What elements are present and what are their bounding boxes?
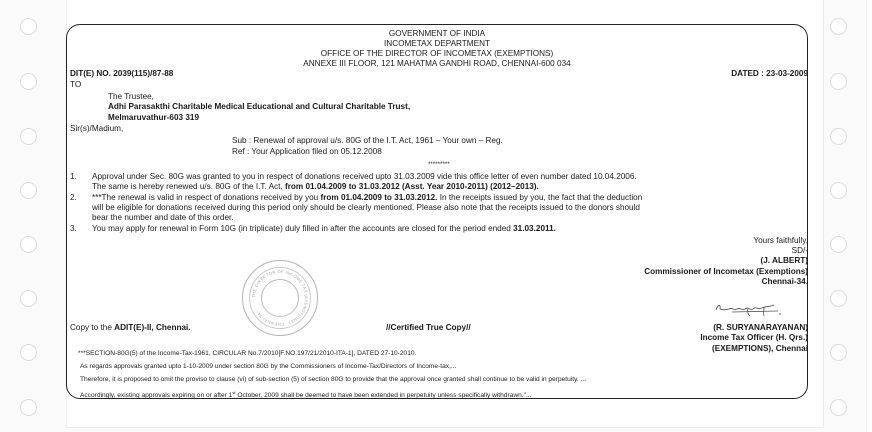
para-2-validity-period: from 01.04.2009 to 31.03.2012. xyxy=(320,193,438,202)
punch-hole-icon xyxy=(20,18,37,35)
signatory-name: (J. ALBERT) xyxy=(760,256,808,265)
addressee-place: Melmaruvathur-603 319 xyxy=(108,113,200,122)
para-1-renewal-period: from 01.04.2009 to 31.03.2012 (Asst. Year 2010-2011) (2012–2013). xyxy=(284,182,539,191)
para-2-line-1 xyxy=(92,193,642,203)
to-label: TO xyxy=(70,80,82,89)
copy-to-recipient: ADIT(E)-II, Chennai. xyxy=(114,323,191,332)
punch-hole-icon xyxy=(830,73,847,90)
para-1-number: 1. xyxy=(70,172,77,181)
svg-text:THE DIRECTOR OF INCOME TAX (EX: THE DIRECTOR OF INCOME TAX (EXEMPTIONS) · CHENNAI-34 · xyxy=(250,268,310,328)
para-2-text-b: In the receipts issued by you, the fact that the deduction xyxy=(437,193,643,202)
punch-hole-icon xyxy=(20,236,37,253)
footnote-line-2: As regards approvals granted upto 1-10-2009 under section 80G by the Commissioners of Income-Tax/Directors of Income-tax,... xyxy=(80,363,457,370)
para-2-number: 2. xyxy=(70,193,77,202)
footnote-line-4-b: October, 2009 shall be deemed to have been extended in perpetuity unless specifically withdrawn."... xyxy=(235,392,532,400)
reference-number: DIT(E) NO. 2039(115)/87-88 xyxy=(70,69,174,78)
footnote-line-4-sup: st xyxy=(232,390,236,395)
punch-hole-icon xyxy=(830,399,847,416)
official-seal xyxy=(242,260,318,336)
letterhead-line-3: OFFICE OF THE DIRECTOR OF INCOMETAX (EXEMPTIONS) xyxy=(320,49,554,58)
copy-to-prefix: Copy to the xyxy=(70,323,115,332)
punch-hole-icon xyxy=(20,128,37,145)
letterhead-line-1: GOVERNMENT OF INDIA xyxy=(388,29,486,38)
punch-hole-icon xyxy=(20,344,37,361)
punch-hole-icon xyxy=(830,182,847,199)
para-2-text-a: ***The renewal is valid in respect of donations received by you xyxy=(92,193,321,202)
para-3-number: 3. xyxy=(70,224,77,233)
attestation-name: (R. SURYANARAYANAN) xyxy=(713,323,808,332)
punch-hole-icon xyxy=(830,290,847,307)
punch-hole-icon xyxy=(830,18,847,35)
seal-icon xyxy=(243,261,317,335)
para-2-line-3: bear the number and date of this order. xyxy=(92,213,234,222)
para-2-line-2: will be eligible for donations received during this period only should be clearly mentioned. Please also note that the receipts issued to the donors should xyxy=(92,203,640,212)
punch-hole-icon xyxy=(830,128,847,145)
punch-hole-icon xyxy=(20,399,37,416)
letterhead-line-2: INCOMETAX DEPARTMENT xyxy=(384,39,490,48)
punch-hole-icon xyxy=(830,236,847,253)
attestation-designation: Income Tax Officer (H. Qrs.) xyxy=(700,333,808,342)
sd-mark: SD/- xyxy=(791,246,808,255)
signatory-city: Chennai-34. xyxy=(761,277,808,286)
dated: DATED : 23-03-2009 xyxy=(731,69,808,78)
para-3-line-1 xyxy=(92,224,556,234)
punch-hole-icon xyxy=(20,73,37,90)
yours-faithfully: Yours faithfully, xyxy=(753,236,808,245)
addressee-name: Adhi Parasakthi Charitable Medical Educational and Cultural Charitable Trust, xyxy=(108,102,411,111)
certified-true-copy: //Certified True Copy// xyxy=(386,323,471,332)
punch-hole-icon xyxy=(20,182,37,199)
copy-to xyxy=(70,323,191,333)
footnote-line-4-a: Accordingly, existing approvals expiring on or after 1 xyxy=(80,392,233,400)
para-1-line-2-text: The same is hereby renewed u/s. 80G of the I.T. Act, xyxy=(92,182,285,191)
letterhead-line-4: ANNEXE III FLOOR, 121 MAHATMA GANDHI ROAD, CHENNAI-600 034 xyxy=(303,59,571,68)
footnote-line-1: ***SECTION-80G(5) of the Income-Tax-1961, CIRCULAR No.7/2010[F.NO.197/21/2010-ITA-1], DATED 27-10-2010. xyxy=(78,350,417,357)
signatory-designation: Commissioner of Incometax (Exemptions) xyxy=(644,267,808,276)
right-edge-strip xyxy=(866,0,872,432)
footnote-line-3: Therefore, it is proposed to omit the proviso to clause (vi) of sub-section (5) of section 80G to provide that the approval once granted shall continue to be valid in perpetuity. ... xyxy=(80,376,587,383)
salutation: Sir(s)/Madium, xyxy=(70,124,124,133)
punch-hole-icon xyxy=(20,290,37,307)
signature-image xyxy=(712,301,796,317)
addressee-title: The Trustee, xyxy=(108,92,154,101)
para-3-text: You may apply for renewal in Form 10G (in triplicate) duly filled in after the accounts are closed for the period ended xyxy=(92,224,514,233)
attestation-office: (EXEMPTIONS), Chennai xyxy=(712,344,808,353)
punch-hole-icon xyxy=(830,344,847,361)
subject-line: Sub : Renewal of approval u/s. 80G of the I.T. Act, 1961 – Your own – Reg. xyxy=(232,136,503,145)
footnote-line-4 xyxy=(80,389,531,400)
para-1-line-2 xyxy=(92,182,539,192)
reference-line: Ref : Your Application filed on 05.12.2008 xyxy=(232,147,382,156)
separator-stars: ********* xyxy=(428,161,450,168)
para-1-line-1: Approval under Sec. 80G was granted to you in respect of donations received upto 31.03.2009 vide this office letter of even number dated 10.04.2006. xyxy=(92,172,637,181)
para-3-period-date: 31.03.2011. xyxy=(513,224,556,233)
